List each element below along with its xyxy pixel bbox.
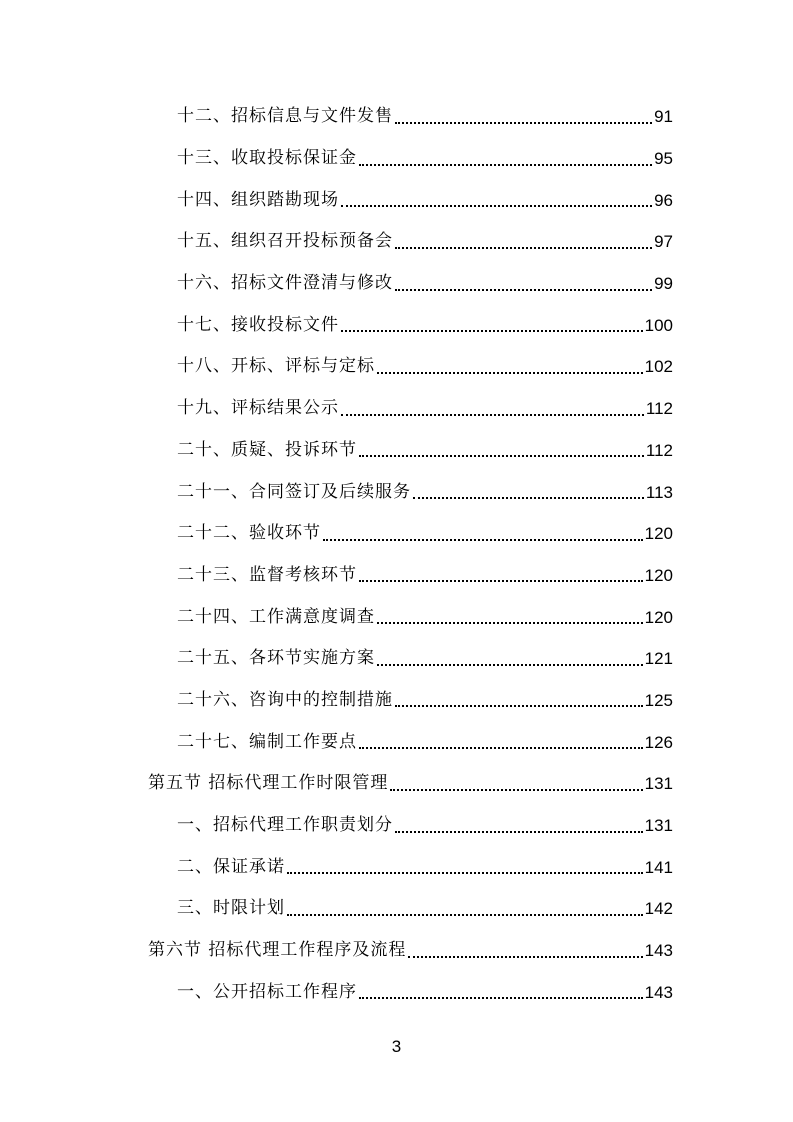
toc-entry-page-number: 112 (645, 399, 673, 419)
toc-dot-leader (395, 247, 652, 249)
toc-dot-leader (395, 289, 652, 291)
toc-section-entry[interactable] (0, 930, 673, 972)
toc-entry-page-number: 131 (644, 774, 673, 794)
toc-dot-leader (341, 205, 652, 207)
toc-entry[interactable] (0, 596, 673, 638)
toc-dot-leader (395, 122, 652, 124)
toc-entry-title: 十八、开标、评标与定标 (177, 356, 375, 377)
toc-entry-page-number: 113 (645, 482, 673, 502)
toc-dot-leader (377, 664, 643, 666)
toc-entry-title: 十二、招标信息与文件发售 (177, 106, 393, 127)
toc-dot-leader (377, 372, 643, 374)
toc-entry-title: 二十五、各环节实施方案 (177, 648, 375, 669)
toc-entry-page-number: 121 (644, 649, 673, 669)
toc-entry-title: 二十三、监督考核环节 (177, 564, 357, 585)
toc-entry[interactable] (0, 638, 673, 680)
table-of-contents (0, 96, 793, 1013)
toc-dot-leader (359, 747, 643, 749)
toc-entry-title: 二十二、验收环节 (177, 523, 321, 544)
toc-entry-title: 二十六、咨询中的控制措施 (177, 689, 393, 710)
toc-entry[interactable] (0, 846, 673, 888)
toc-entry-page-number: 91 (654, 107, 673, 127)
toc-entry-page-number: 120 (644, 607, 673, 627)
toc-entry[interactable] (0, 471, 673, 513)
toc-entry-page-number: 120 (644, 524, 673, 544)
toc-entry-title: 二十七、编制工作要点 (177, 731, 357, 752)
toc-section-entry[interactable] (0, 763, 673, 805)
toc-entry-title: 十七、接收投标文件 (177, 314, 339, 335)
toc-dot-leader (341, 330, 643, 332)
toc-dot-leader (341, 414, 644, 416)
toc-dot-leader (390, 789, 642, 791)
toc-dot-leader (395, 705, 643, 707)
toc-entry-page-number: 125 (644, 690, 673, 710)
toc-entry[interactable] (0, 263, 673, 305)
toc-entry[interactable] (0, 304, 673, 346)
toc-dot-leader (413, 497, 644, 499)
toc-entry[interactable] (0, 971, 673, 1013)
toc-entry-page-number: 97 (654, 232, 673, 252)
toc-entry-page-number: 142 (644, 899, 673, 919)
toc-dot-leader (359, 164, 652, 166)
toc-dot-leader (359, 455, 644, 457)
toc-entry[interactable] (0, 680, 673, 722)
toc-entry-title: 十九、评标结果公示 (177, 398, 339, 419)
toc-entry[interactable] (0, 346, 673, 388)
toc-entry-page-number: 143 (644, 941, 673, 961)
toc-dot-leader (323, 539, 643, 541)
toc-entry-title: 第六节 招标代理工作程序及流程 (148, 940, 407, 961)
toc-entry-title: 十三、收取投标保证金 (177, 148, 357, 169)
toc-entry[interactable] (0, 388, 673, 430)
toc-entry-title: 一、招标代理工作职责划分 (177, 815, 393, 836)
toc-entry[interactable] (0, 138, 673, 180)
toc-entry-page-number: 96 (654, 190, 673, 210)
toc-entry-page-number: 120 (644, 565, 673, 585)
toc-entry[interactable] (0, 430, 673, 472)
toc-entry-title: 二十、质疑、投诉环节 (177, 439, 357, 460)
toc-entry-title: 第五节 招标代理工作时限管理 (148, 773, 389, 794)
toc-entry-title: 三、时限计划 (177, 898, 285, 919)
toc-entry-title: 一、公开招标工作程序 (177, 981, 357, 1002)
toc-entry[interactable] (0, 805, 673, 847)
toc-entry-page-number: 131 (644, 816, 673, 836)
toc-dot-leader (359, 580, 643, 582)
toc-dot-leader (287, 872, 643, 874)
toc-entry-page-number: 102 (644, 357, 673, 377)
toc-dot-leader (287, 914, 643, 916)
toc-entry[interactable] (0, 221, 673, 263)
toc-entry-title: 十六、招标文件澄清与修改 (177, 273, 393, 294)
toc-entry-page-number: 112 (645, 440, 673, 460)
toc-entry-title: 十四、组织踏勘现场 (177, 189, 339, 210)
toc-entry-page-number: 100 (644, 315, 673, 335)
page-number: 3 (391, 1037, 402, 1056)
toc-entry-page-number: 95 (654, 149, 673, 169)
toc-dot-leader (377, 622, 643, 624)
toc-entry[interactable] (0, 555, 673, 597)
toc-entry[interactable] (0, 513, 673, 555)
toc-entry-title: 二十四、工作满意度调查 (177, 606, 375, 627)
toc-entry[interactable] (0, 179, 673, 221)
toc-entry-page-number: 99 (654, 274, 673, 294)
toc-dot-leader (359, 997, 643, 999)
toc-entry-page-number: 143 (644, 982, 673, 1002)
toc-dot-leader (395, 831, 643, 833)
toc-entry-page-number: 126 (644, 732, 673, 752)
toc-entry-title: 十五、组织召开投标预备会 (177, 231, 393, 252)
toc-entry-title: 二十一、合同签订及后续服务 (177, 481, 411, 502)
toc-entry[interactable] (0, 721, 673, 763)
toc-entry[interactable] (0, 96, 673, 138)
toc-entry-title: 二、保证承诺 (177, 856, 285, 877)
toc-entry-page-number: 141 (644, 857, 673, 877)
toc-entry[interactable] (0, 888, 673, 930)
toc-dot-leader (408, 956, 642, 958)
